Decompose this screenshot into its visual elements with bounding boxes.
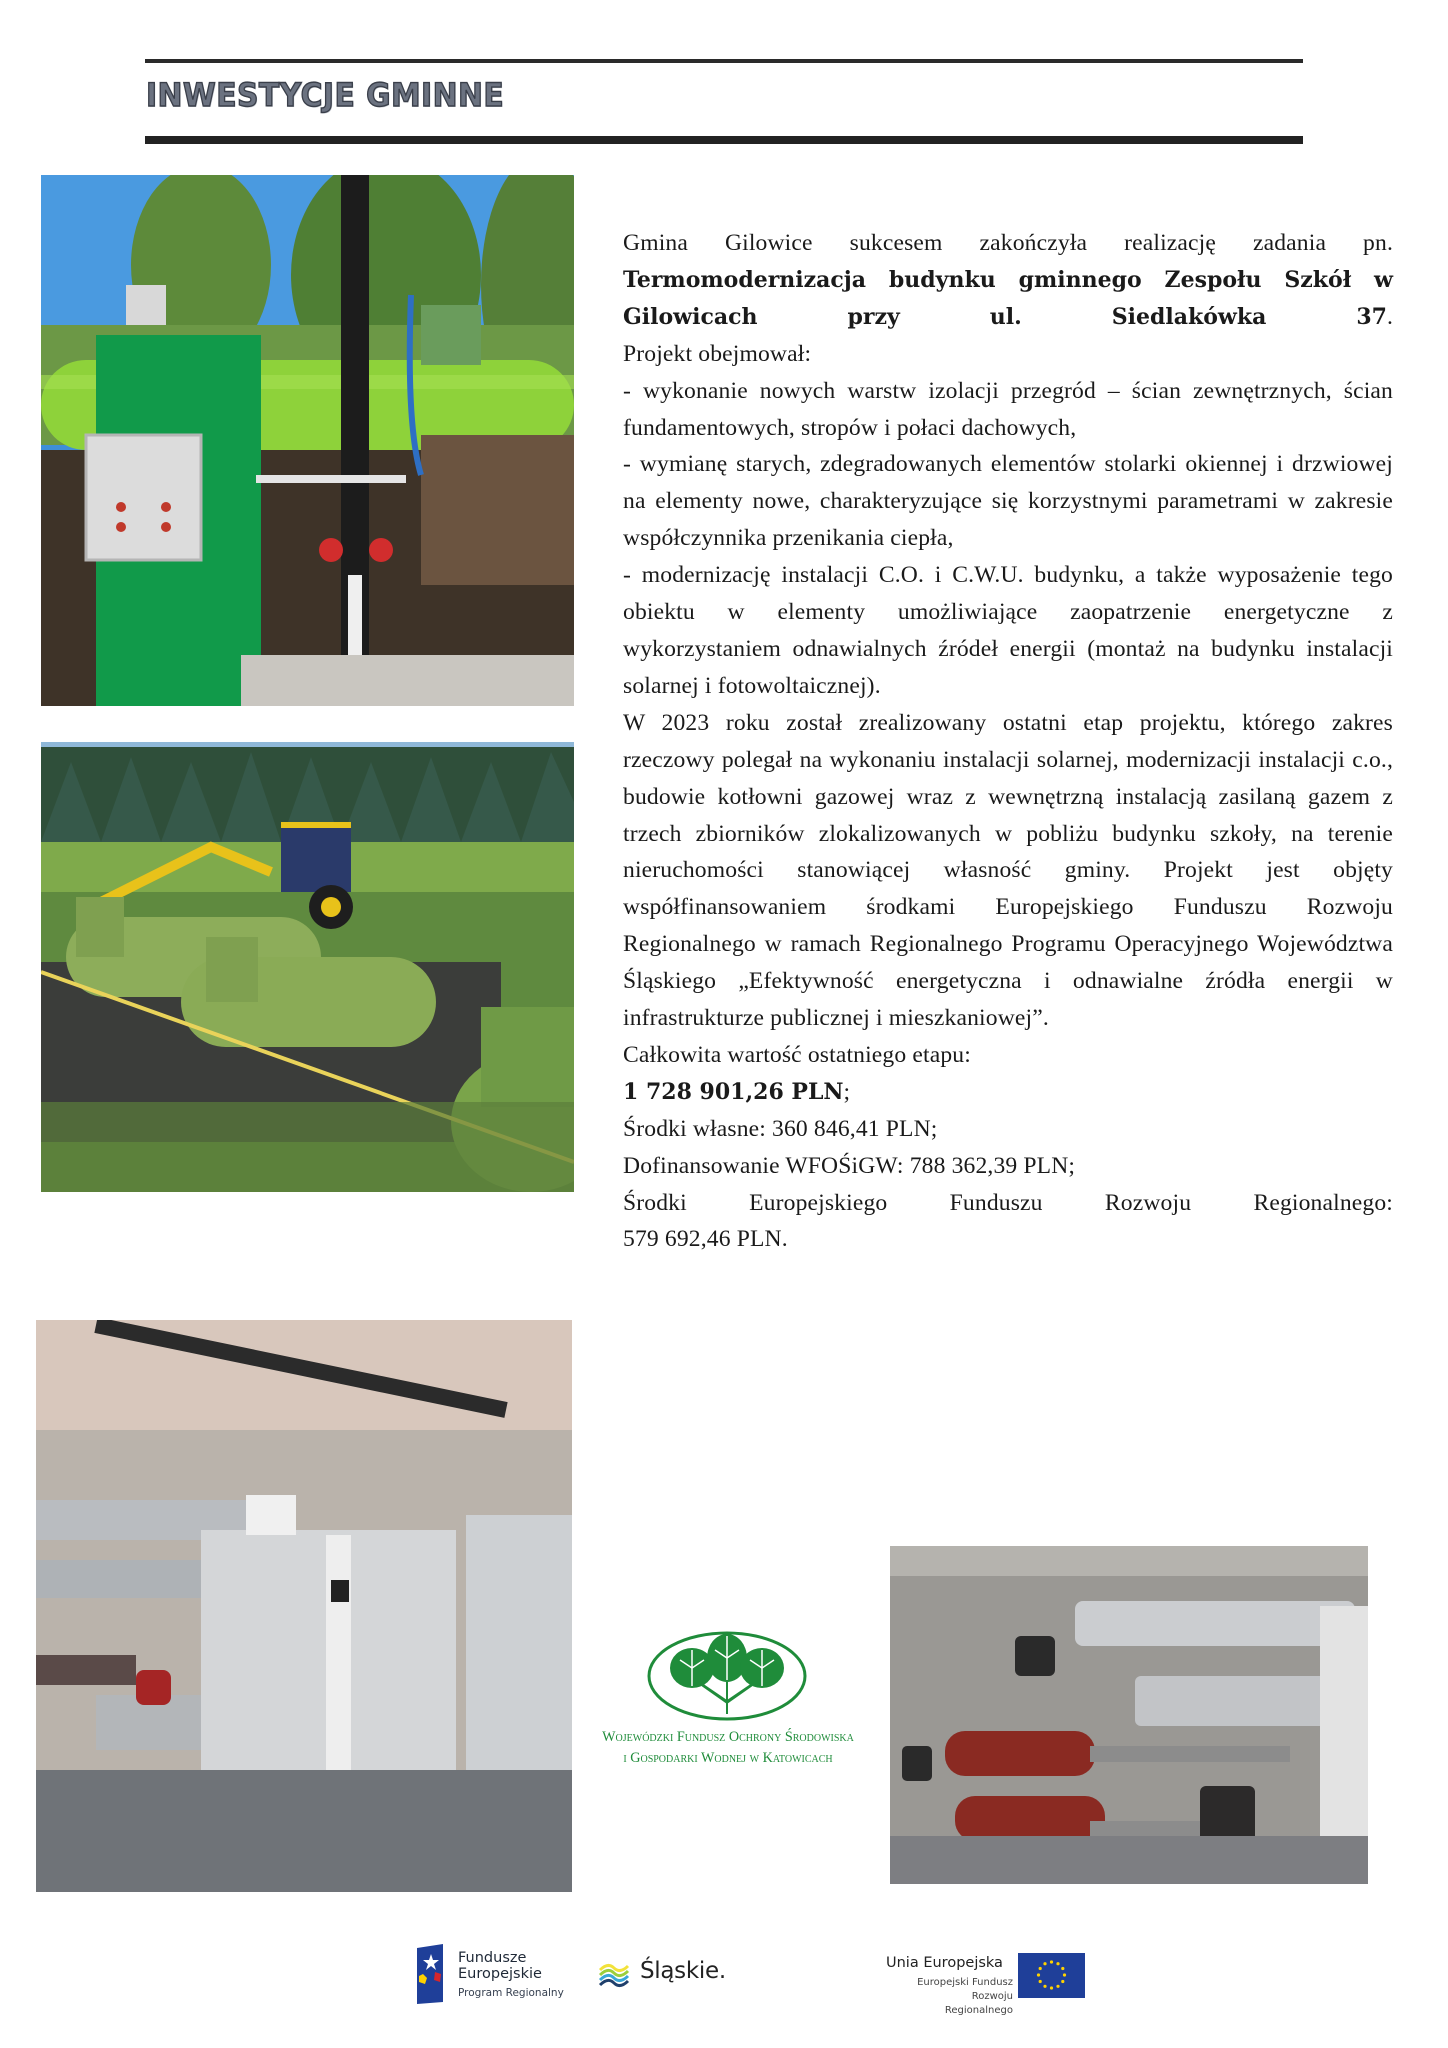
total-label: Całkowita wartość ostatniego etapu: <box>623 1041 971 1068</box>
section-title: INWESTYCJE GMINNE <box>146 76 505 114</box>
wfos-funding: Dofinansowanie WFOŚiGW: 788 362,39 PLN; <box>623 1152 1076 1179</box>
total-value-line: 1 728 901,26 PLN; <box>623 1078 851 1105</box>
stage-paragraph: W 2023 roku został zrealizowany ostatni etap projektu, którego zakres rzeczowy polegał na wykonaniu instalacji solarnej, modernizacji instalacji c.o., budowie kotłowni gazowej wraz z wewnętrzną instalacją zasilaną gazem z trzech zbiorników zlokalizowanych w pobliżu budynku szkoły, na terenie nieruchomości stanowiącej własność gminy. Projekt jest objęty współfinansowaniem środkami Europejskiego Funduszu Rozwoju Regionalnego w ramach Regionalnego Programu Operacyjnego Województwa Śląskiego „Efektywność energetyczna i odnawialne źródła energii w infrastrukturze publicznej i mieszkaniowej”. <box>623 709 1393 1032</box>
photo-boiler-room <box>36 1320 572 1892</box>
wfos-logo-text: Wojewódzki Fundusz Ochrony Środowiska i Gospodarki Wodnej w Katowicach <box>602 1729 854 1766</box>
article-body <box>623 225 1393 1258</box>
program-regionalny-text: Program Regionalny <box>458 1987 564 1999</box>
erdf-label: Środki Europejskiego Funduszu Rozwoju Regionalnego: <box>623 1189 1393 1216</box>
scope-heading: Projekt obejmował: <box>623 340 812 367</box>
scope-item: - modernizację instalacji C.O. i C.W.U. budynku, a także wyposażenie tego obiektu w elementy umożliwiające zaopatrzenie energetyczne z wykorzystaniem odnawialnych źródeł energii (montaż na budynku instalacji solarnej i fotowoltaicznej). <box>623 562 1393 699</box>
total-value: 1 728 901,26 PLN <box>623 1078 844 1105</box>
unia-europejska-text: Unia Europejska <box>886 1955 1003 1971</box>
efrr-text: Europejski Fundusz Rozwoju Regionalnego <box>917 1977 1013 2016</box>
photo-gas-tanks <box>41 742 574 1192</box>
slaskie-waves-icon <box>596 1958 632 1990</box>
photo-gas-evaporator <box>41 175 574 706</box>
slaskie-text: Śląskie. <box>640 1958 726 1984</box>
header-top-rule <box>145 59 1303 63</box>
article-intro: Gmina Gilowice sukcesem zakończyła realizację zadania pn. Termomodernizacja budynku gminnego Zespołu Szkół w Gilowicach przy ul. Siedlakówka 37. <box>623 230 1393 330</box>
eu-flag-icon <box>1018 1953 1085 1998</box>
project-name: Termomodernizacja budynku gminnego Zespołu Szkół w Gilowicach przy ul. Siedlakówka 37 <box>623 266 1393 330</box>
photo-hydraulic-manifold <box>890 1546 1368 1884</box>
scope-item: - wymianę starych, zdegradowanych elementów stolarki okiennej i drzwiowej na elementy nowe, charakteryzujące się korzystnymi parametrami w zakresie współczynnika przenikania ciepła, <box>623 451 1393 552</box>
scope-item: - wykonanie nowych warstw izolacji przegród – ścian zewnętrznych, ścian fundamentowych, stropów i połaci dachowych, <box>623 377 1393 441</box>
header-bottom-rule <box>145 136 1303 144</box>
fundusze-europejskie-text: Fundusze Europejskie <box>458 1950 542 1982</box>
erdf-value: 579 692,46 PLN. <box>623 1226 788 1253</box>
own-funds: Środki własne: 360 846,41 PLN; <box>623 1115 938 1142</box>
